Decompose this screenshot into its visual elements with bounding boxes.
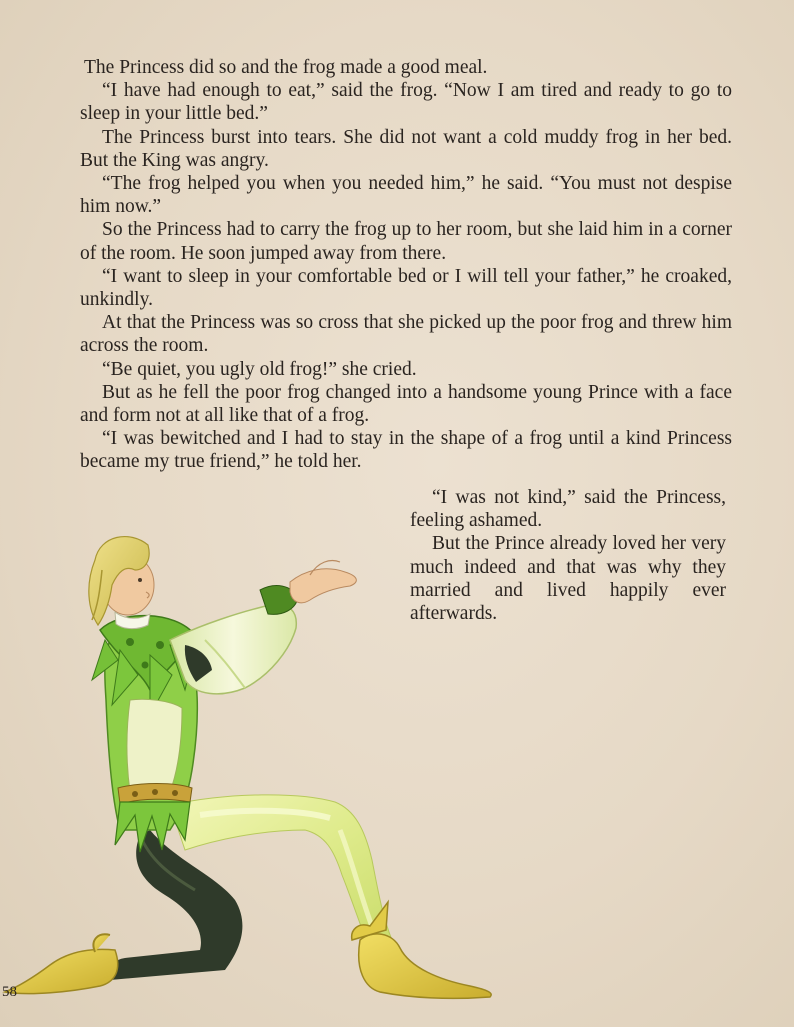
dark-leg bbox=[108, 830, 242, 980]
page-number: 58 bbox=[2, 984, 17, 1000]
story-paragraph: “I want to sleep in your comfortable bed or I will tell your father,” he croaked, unkindly. bbox=[80, 265, 732, 311]
back-boot bbox=[5, 934, 118, 993]
story-paragraph: The Princess did so and the frog made a good meal. bbox=[84, 57, 488, 78]
story-paragraph: The Princess burst into tears. She did not want a cold muddy frog in her bed. But the King was angry. bbox=[80, 126, 732, 171]
story-paragraph: “The frog helped you when you needed him,” he said. “You must not despise him now.” bbox=[80, 173, 732, 218]
sleeve-arm bbox=[170, 561, 356, 694]
story-paragraph: “Be quiet, you ugly old frog!” she cried. bbox=[102, 358, 417, 380]
story-paragraph: “I have had enough to eat,” said the frog. “Now I am tired and ready to go to sleep in your little bed.” bbox=[80, 80, 732, 125]
kneeling-prince-illustration bbox=[0, 530, 520, 1010]
story-paragraph: “I was not kind,” said the Princess, feeling ashamed. bbox=[410, 487, 726, 532]
story-paragraph: So the Princess had to carry the frog up to her room, but she laid him in a corner of the room. He soon jumped away from there. bbox=[80, 219, 732, 264]
story-paragraph: At that the Princess was so cross that she picked up the poor frog and threw him across the room. bbox=[80, 312, 732, 357]
story-paragraph: But as he fell the poor frog changed into a handsome young Prince with a face and form not at all like that of a frog. bbox=[80, 381, 732, 427]
story-paragraph: “I was bewitched and I had to stay in the shape of a frog until a kind Princess became my true friend,” he told her. bbox=[80, 428, 732, 473]
story-paragraph: But the Prince already loved her very much indeed and that was why they married and lived happily ever afterwards. bbox=[410, 533, 726, 625]
story-text-main bbox=[80, 56, 732, 474]
